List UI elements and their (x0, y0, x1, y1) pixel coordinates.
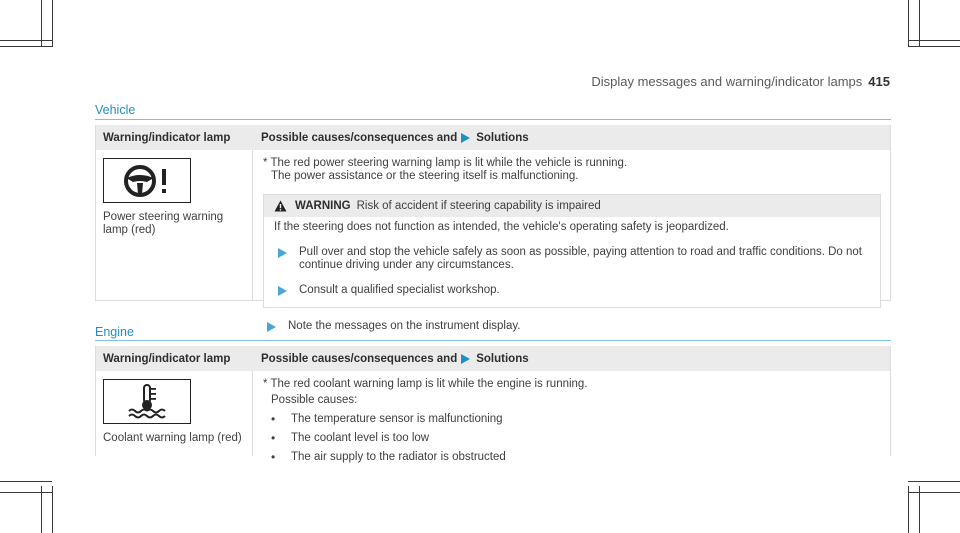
arrow-icon (267, 322, 276, 332)
coolant-temperature-icon (103, 379, 191, 424)
step-text: Pull over and stop the vehicle safely as soon as possible, paying attention to road and traffic conditions. Do not continue driving under any circumstances. (299, 246, 862, 271)
table-row (96, 371, 890, 464)
col-header-lamp: Warning/indicator lamp (103, 131, 231, 144)
crop-mark (0, 481, 52, 482)
list-item (274, 246, 870, 272)
solutions-cell (253, 150, 890, 332)
intro-line: Possible causes: (271, 394, 358, 406)
arrow-icon (461, 354, 470, 364)
list-item (274, 284, 870, 297)
warning-box (263, 194, 881, 308)
warning-header (264, 195, 880, 217)
step-text: Note the messages on the instrument display. (288, 320, 521, 332)
crop-mark (908, 481, 960, 482)
engine-table (95, 346, 891, 464)
crop-mark (41, 486, 42, 533)
intro-line: * The red coolant warning lamp is lit while the engine is running. (263, 378, 588, 390)
crop-mark (0, 40, 52, 41)
solutions-cell (253, 371, 890, 464)
step-text: Consult a qualified specialist workshop. (299, 284, 500, 296)
section-rule (95, 340, 891, 341)
col-header-suffix: Solutions (476, 352, 529, 365)
intro-line: The power assistance or the steering itself is malfunctioning. (271, 170, 579, 182)
lamp-cell (96, 150, 253, 300)
crop-mark (908, 46, 960, 47)
section-title-vehicle: Vehicle (95, 103, 136, 117)
list-item (263, 320, 881, 333)
col-header-suffix: Solutions (476, 131, 529, 144)
lamp-label: Power steering warning lamp (red) (103, 211, 224, 236)
power-steering-warning-icon (103, 158, 191, 203)
cause-text: The air supply to the radiator is obstructed (291, 451, 506, 463)
table-row (96, 150, 890, 332)
arrow-icon (278, 286, 287, 296)
list-item: • The coolant level is too low (271, 431, 430, 445)
causes-list (263, 413, 881, 464)
section-rule (95, 119, 891, 120)
warning-triangle-icon (274, 200, 287, 212)
lamp-label: Coolant warning lamp (red) (103, 432, 242, 444)
crop-mark (919, 486, 920, 533)
running-header (591, 74, 890, 89)
col-header-prefix: Possible causes/consequences and (261, 131, 458, 144)
table-header (96, 125, 890, 150)
col-header-solutions (253, 353, 529, 365)
crop-mark (908, 486, 909, 533)
col-header-lamp: Warning/indicator lamp (103, 352, 231, 365)
running-header-title: Display messages and warning/indicator lamps (591, 74, 863, 89)
cause-text: The temperature sensor is malfunctioning (291, 413, 503, 425)
crop-mark (908, 492, 960, 493)
warning-text: If the steering does not function as intended, the vehicle's operating safety is jeopardized. (274, 221, 729, 233)
warning-label: WARNING (295, 200, 351, 212)
cause-text: The coolant level is too low (291, 432, 430, 444)
page-number: 415 (868, 74, 890, 89)
arrow-icon (461, 133, 470, 143)
intro-line: * The red power steering warning lamp is lit while the vehicle is running. (263, 157, 628, 169)
col-header-solutions (253, 132, 529, 144)
warning-body (264, 217, 880, 307)
list-item: • The temperature sensor is malfunctioning (271, 412, 503, 426)
list-item: • The air supply to the radiator is obstructed (271, 450, 506, 464)
crop-mark (908, 40, 960, 41)
crop-mark (52, 0, 53, 47)
lamp-cell (96, 371, 253, 456)
section-title-engine: Engine (95, 325, 134, 339)
arrow-icon (278, 248, 287, 258)
crop-mark (0, 46, 52, 47)
crop-mark (52, 486, 53, 533)
col-header-prefix: Possible causes/consequences and (261, 352, 458, 365)
table-header (96, 346, 890, 371)
warning-title: Risk of accident if steering capability is impaired (356, 200, 601, 212)
crop-mark (0, 492, 52, 493)
